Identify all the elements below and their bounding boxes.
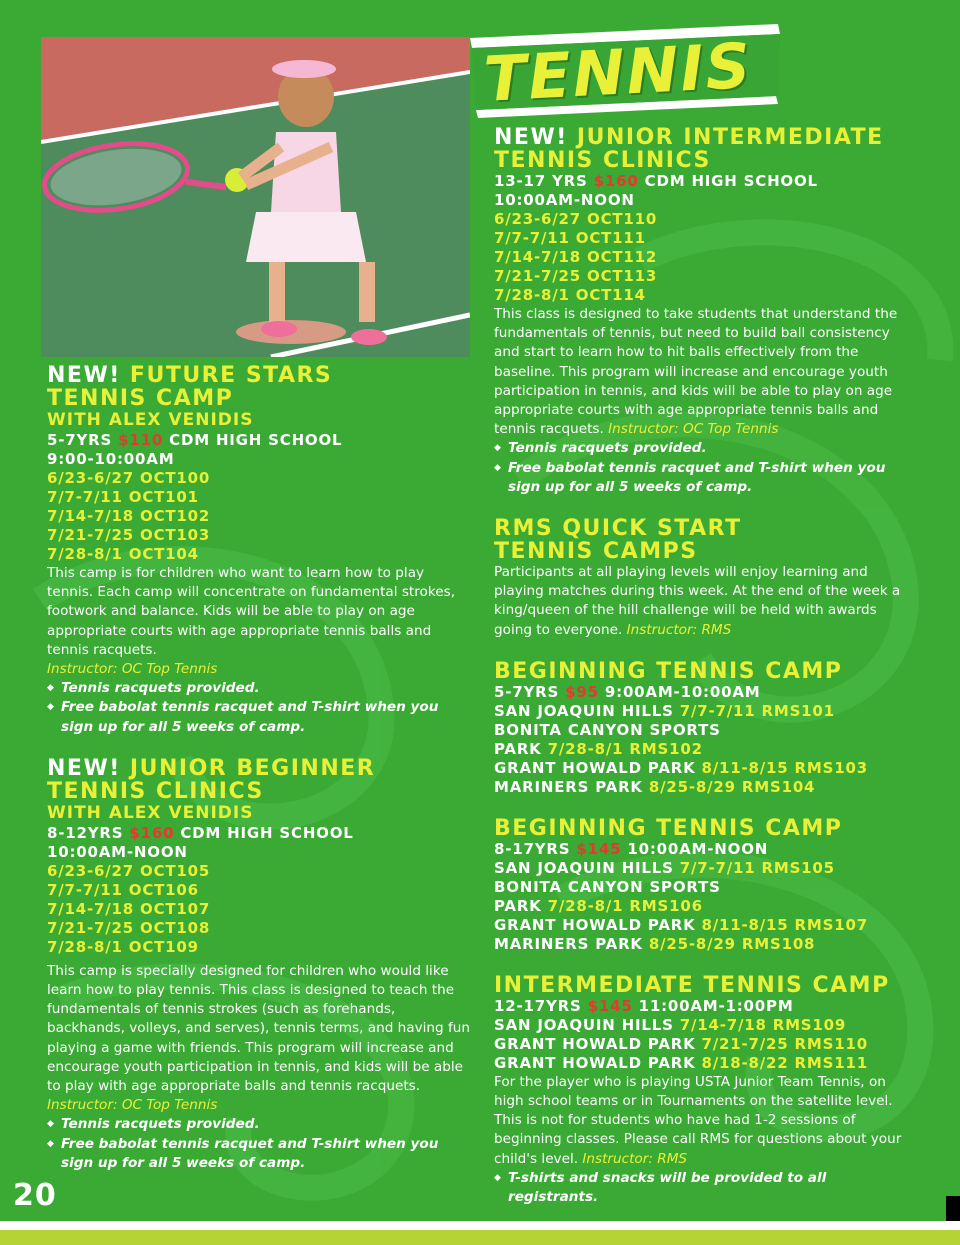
location: SAN JOAQUIN HILLS xyxy=(494,858,674,877)
new-label: NEW! xyxy=(494,125,568,150)
instructor: Instructor: OC Top Tennis xyxy=(608,421,779,438)
instructor-subtitle: WITH ALEX VENIDIS xyxy=(47,410,254,430)
session-code: 7/14-7/18 OCT112 xyxy=(494,248,658,266)
location: BONITA CANYON SPORTS xyxy=(494,877,721,896)
age-range: 5-7YRS xyxy=(494,682,560,701)
session-code: 8/25-8/29 RMS108 xyxy=(648,934,816,953)
session-code: 6/23-6/27 OCT105 xyxy=(47,861,211,880)
session-code: 7/7-7/11 RMS105 xyxy=(679,858,835,877)
location: PARK xyxy=(494,739,542,758)
time: 10:00AM-NOON xyxy=(494,191,635,209)
right-column xyxy=(494,126,919,1207)
session-code: 7/14-7/18 OCT102 xyxy=(47,507,211,525)
price: $110 xyxy=(118,431,164,449)
location: MARINERS PARK xyxy=(494,934,643,953)
description-text: Participants at all playing levels will enjoy learning and playing matches during this week. At the end of the week a king/queen of the hill challenge will be held with awards going to everyone. xyxy=(494,564,901,638)
location-row xyxy=(494,1054,919,1073)
section-title: BEGINNING TENNIS CAMP xyxy=(494,815,843,841)
location: PARK xyxy=(494,896,542,915)
title-line: TENNIS CLINICS xyxy=(494,148,711,173)
location-row xyxy=(494,916,919,935)
age-price-time xyxy=(494,683,919,702)
time: 9:00AM-10:00AM xyxy=(604,682,761,701)
location-row xyxy=(494,935,919,954)
description xyxy=(494,563,919,640)
title-line: TENNIS CAMPS xyxy=(494,539,698,565)
footer-accent xyxy=(946,1196,960,1221)
new-label: NEW! xyxy=(47,755,121,781)
age-range: 12-17YRS xyxy=(494,996,582,1015)
future-stars-section xyxy=(47,364,472,737)
title-line: RMS QUICK START xyxy=(494,516,742,542)
age-price-location xyxy=(47,431,472,450)
session-code: 7/7-7/11 OCT106 xyxy=(47,880,199,899)
bullet-item: ◆ Free babolat tennis racquet and T-shirt when you sign up for all 5 weeks of camp. xyxy=(47,1135,472,1173)
instructor: Instructor: OC Top Tennis xyxy=(47,1097,218,1114)
section-title xyxy=(47,757,472,780)
location: CDM HIGH SCHOOL xyxy=(644,172,818,190)
price: $95 xyxy=(565,682,599,701)
age-range: 8-17YRS xyxy=(494,839,571,858)
section-title: INTERMEDIATE TENNIS CAMP xyxy=(494,972,890,998)
bullet-list xyxy=(47,1115,472,1173)
bullet-item: ◆ Tennis racquets provided. xyxy=(47,679,472,698)
page-title-banner xyxy=(470,24,780,122)
location: SAN JOAQUIN HILLS xyxy=(494,1015,674,1034)
bullet-item: ◆ Free babolat tennis racquet and T-shirt when you sign up for all 5 weeks of camp. xyxy=(47,698,472,736)
session-code: 7/21-7/25 OCT108 xyxy=(47,918,211,937)
instructor-subtitle: WITH ALEX VENIDIS xyxy=(47,802,254,823)
title-line: FUTURE STARS xyxy=(129,363,333,388)
session-code: 8/18-8/22 RMS111 xyxy=(701,1053,868,1072)
session-code: 7/28-8/1 OCT114 xyxy=(494,286,646,304)
price: $145 xyxy=(576,839,622,858)
instructor: Instructor: RMS xyxy=(582,1150,688,1167)
session-code: 7/14-7/18 RMS109 xyxy=(679,1015,847,1034)
time: 11:00AM-1:00PM xyxy=(638,996,794,1015)
footer-band xyxy=(0,1230,960,1245)
location-row xyxy=(494,759,919,778)
session-code: 7/28-8/1 OCT104 xyxy=(47,545,199,563)
description xyxy=(494,1073,919,1169)
beginning-camp-2-section xyxy=(494,817,919,954)
bullet-item: ◆ Free babolat tennis racquet and T-shirt when you sign up for all 5 weeks of camp. xyxy=(494,459,919,497)
session-code: 7/14-7/18 OCT107 xyxy=(47,899,211,918)
junior-beginner-section xyxy=(47,757,472,1173)
session-code: 8/25-8/29 RMS104 xyxy=(648,777,816,796)
location-row xyxy=(494,702,919,721)
title-line: JUNIOR INTERMEDIATE xyxy=(576,125,884,150)
tennis-player-photo xyxy=(41,37,470,357)
section-title: BEGINNING TENNIS CAMP xyxy=(494,658,843,684)
price: $160 xyxy=(129,823,175,842)
age-price-time xyxy=(494,840,919,859)
new-label: NEW! xyxy=(47,363,121,388)
location-row xyxy=(494,897,919,916)
location-row xyxy=(494,778,919,797)
location: SAN JOAQUIN HILLS xyxy=(494,701,674,720)
bullet-item: ◆ Tennis racquets provided. xyxy=(47,1115,472,1134)
session-code: 8/11-8/15 RMS107 xyxy=(701,915,868,934)
location: GRANT HOWALD PARK xyxy=(494,1053,696,1072)
page-number: 20 xyxy=(13,1178,57,1213)
location: MARINERS PARK xyxy=(494,777,643,796)
session-code: 7/7-7/11 OCT101 xyxy=(47,488,199,506)
bullet-list xyxy=(494,439,919,497)
description xyxy=(47,962,472,1116)
description-text: For the player who is playing USTA Junior Team Tennis, on high school teams or in Tournaments on the satellite level. This is not for students who have had 1-2 sessions of beginning classes. Please call RMS for questions about your child's level. xyxy=(494,1073,902,1167)
bullet-list xyxy=(494,1169,919,1207)
session-code: 6/23-6/27 OCT100 xyxy=(47,469,211,487)
session-code: 7/21-7/25 OCT103 xyxy=(47,526,211,544)
location-row xyxy=(494,859,919,878)
title-line: JUNIOR BEGINNER xyxy=(129,755,376,781)
description xyxy=(494,305,919,439)
page-title: TENNIS xyxy=(482,28,754,116)
intermediate-camp-section xyxy=(494,974,919,1207)
section-title xyxy=(47,364,472,387)
bullet-item: ◆ T-shirts and snacks will be provided to all registrants. xyxy=(494,1169,919,1207)
price: $160 xyxy=(593,172,639,190)
instructor: Instructor: RMS xyxy=(626,621,732,638)
location-row xyxy=(494,740,919,759)
beginning-camp-1-section xyxy=(494,660,919,797)
description-text: This class is designed to take students that understand the fundamentals of tennis, but need to build ball consistency and start to learn how to hit balls effectively from the baseline. This program will increase and encourage youth participation in tennis, and kids will be able to play on age appropriate courts with age appropriate tennis balls and tennis racquets. xyxy=(494,306,898,438)
bullet-item: ◆ Tennis racquets provided. xyxy=(494,439,919,458)
instructor: Instructor: OC Top Tennis xyxy=(47,661,218,678)
session-code: 7/21-7/25 OCT113 xyxy=(494,267,658,285)
session-code: 6/23-6/27 OCT110 xyxy=(494,210,658,228)
age-price-location xyxy=(47,824,472,843)
location-row xyxy=(494,1016,919,1035)
title-line: TENNIS CAMP xyxy=(47,386,234,411)
location: CDM HIGH SCHOOL xyxy=(180,823,354,842)
description-text: This camp is specially designed for children who would like learn how to play tennis. This class is designed to teach the fundamentals of tennis strokes (such as forehands, backhands, volleys, and serves), tennis terms, and having fun playing a game with friends. This program will increase and encourage youth participation in tennis, and kids will be able to play with age appropriate balls and tennis racquets. xyxy=(47,962,470,1095)
time: 10:00AM-NOON xyxy=(627,839,769,858)
session-code: 7/28-8/1 RMS102 xyxy=(547,739,703,758)
time: 9:00-10:00AM xyxy=(47,450,175,468)
time: 10:00AM-NOON xyxy=(47,842,188,861)
section-title xyxy=(494,126,919,149)
location: GRANT HOWALD PARK xyxy=(494,1034,696,1053)
junior-intermediate-section xyxy=(494,126,919,497)
session-code: 7/7-7/11 RMS101 xyxy=(679,701,835,720)
session-code: 7/21-7/25 RMS110 xyxy=(701,1034,868,1053)
description: This camp is for children who want to learn how to play tennis. Each camp will concentrate on fundamental strokes, footwork and balance. Kids will be able to play on age appropriate courts with age appropriate tennis balls and tennis racquets. xyxy=(47,565,456,658)
location: BONITA CANYON SPORTS xyxy=(494,720,721,739)
age-price-location xyxy=(494,172,919,191)
location: GRANT HOWALD PARK xyxy=(494,758,696,777)
footer-stripe xyxy=(0,1221,960,1230)
age-price-time xyxy=(494,997,919,1016)
age-range: 5-7YRS xyxy=(47,431,113,449)
session-code: 8/11-8/15 RMS103 xyxy=(701,758,868,777)
age-range: 13-17 YRS xyxy=(494,172,588,190)
age-range: 8-12YRS xyxy=(47,823,124,842)
location-row xyxy=(494,1035,919,1054)
session-code: 7/7-7/11 OCT111 xyxy=(494,229,646,247)
session-code: 7/28-8/1 RMS106 xyxy=(547,896,703,915)
left-column xyxy=(47,364,472,1173)
rms-quick-start-section xyxy=(494,517,919,640)
location: GRANT HOWALD PARK xyxy=(494,915,696,934)
bullet-list xyxy=(47,679,472,737)
title-line: TENNIS CLINICS xyxy=(47,778,264,804)
price: $145 xyxy=(587,996,633,1015)
location: CDM HIGH SCHOOL xyxy=(169,431,343,449)
session-code: 7/28-8/1 OCT109 xyxy=(47,937,199,956)
